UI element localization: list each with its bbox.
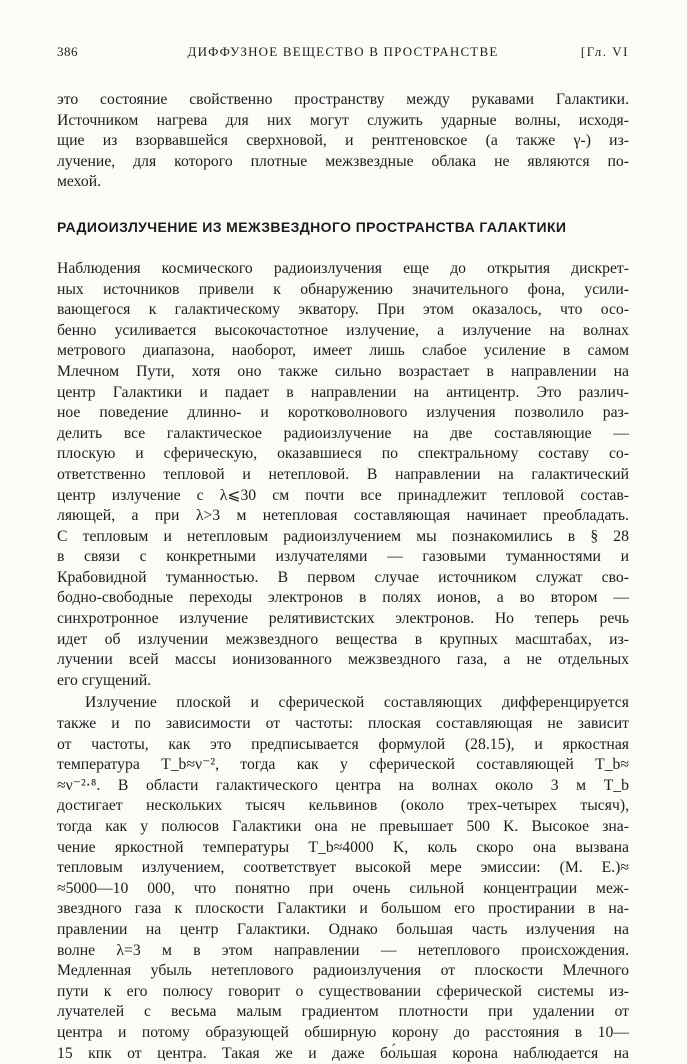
text-line: ляющей, а при λ>3 м нетепловая составляющая начинает преобладать. [57, 507, 629, 525]
text-line: идет об излучении межзвездного вещества в крупных масштабах, из- [57, 630, 629, 648]
text-line: это состояние свойственно пространству между рукавами Галактики. [57, 91, 629, 108]
text-line: плоскую и сферическую, оказавшиеся по спектральному составу со- [57, 445, 629, 463]
text-line: тогда как у полюсов Галактики она не превышает 500 K. Высокое зна- [57, 818, 629, 835]
text-line: Наблюдения космического радиоизлучения еще до открытия дискрет- [57, 259, 629, 277]
text-line: лучателей с весьма малым градиентом плотности при удалении от [57, 1003, 629, 1021]
body-text [57, 90, 629, 1064]
running-title: ДИФФУЗНОЕ ВЕЩЕСТВО В ПРОСТРАНСТВЕ [187, 44, 499, 59]
text-line: 15 кпк от центра. Такая же и даже бо́льшая корона наблюдается на [57, 1044, 629, 1062]
text-line: звездного газа к плоскости Галактики и большом его простирании в на- [57, 900, 629, 918]
text-line: мехой. [57, 173, 102, 191]
text-line: щие из взорвавшейся сверхновой, и рентгеновское (а также γ-) из- [57, 132, 629, 150]
text-line: также и по зависимости от частоты: плоская составляющая не зависит [57, 715, 629, 733]
book-page [57, 44, 629, 1064]
text-line: синхротронное излучение релятивистских электронов. Но теперь речь [57, 610, 629, 628]
text-line: ≈5000—10 000, что понятно при очень сильной концентрации меж- [57, 879, 629, 897]
text-line: лучение, для которого плотные межзвездные облака не являются по- [57, 152, 629, 170]
running-header [57, 44, 629, 66]
text-line: центр Галактики и падает в направлении на антицентр. Это различ- [57, 383, 629, 401]
text-line: ных источников привели к обнаружению значительного фона, усили- [57, 280, 629, 298]
text-line: Медленная убыль нетеплового радиоизлучения от плоскости Млечного [57, 962, 629, 980]
text-line: ное поведение длинно- и коротковолнового излучения позволило раз- [57, 404, 629, 422]
paragraph-components [57, 693, 629, 1064]
page-number: 386 [57, 44, 78, 59]
text-line: Излучение плоской и сферической составляющих дифференцируется [85, 694, 629, 712]
text-line: в связи с конкретными излучателями — газовыми туманностями и [57, 548, 629, 566]
text-line: достигает нескольких тысяч кельвинов (около трех-четырех тысяч), [57, 797, 629, 815]
text-line: волне λ=3 м в этом направлении — нетеплового происхождения. [57, 941, 629, 959]
text-line: Источником нагрева для них могут служить ударные волны, исходя- [57, 111, 629, 129]
text-line: бодно-свободные переходы электронов в полях ионов, а во втором — [57, 589, 629, 607]
paragraph-radio-background [57, 259, 629, 691]
text-line: температура T_b≈ν⁻², тогда как у сферической составляющей T_b≈ [57, 756, 629, 774]
text-line: от частоты, как это предписывается формулой (28.15), и яркостная [57, 735, 629, 753]
intro-paragraph [57, 90, 629, 193]
text-line: чение яркостной температуры T_b≈4000 K, коль скоро она вызвана [57, 838, 629, 856]
text-line: делить все галактическое радиоизлучение на две составляющие — [57, 424, 629, 442]
text-line: центра и потому образующей обширную корону до расстояния в 10— [57, 1023, 629, 1041]
text-line: бенно усиливается высокочастотное излучение, а излучение на волнах [57, 321, 629, 339]
text-line: вающегося к галактическому экватору. При этом оказалось, что осо- [57, 301, 629, 319]
text-line: Млечном Пути, хотя оно также сильно возрастает в направлении на [57, 362, 629, 380]
text-line: метрового диапазона, наоборот, имеет лишь слабое усиление в самом [57, 342, 629, 360]
section-heading: РАДИОИЗЛУЧЕНИЕ ИЗ МЕЖЗВЕЗДНОГО ПРОСТРАНСТВА ГАЛАКТИКИ [57, 218, 567, 235]
text-line: его сгущений. [57, 671, 152, 689]
text-line: ответственно тепловой и нетепловой. В направлении на галактический [57, 465, 629, 483]
text-line: ≈ν⁻²·⁸. В области галактического центра на волнах около 3 м T_b [57, 776, 629, 794]
text-line: С тепловым и нетепловым радиоизлучением мы познакомились в § 28 [57, 527, 629, 545]
text-line: пути к его полюсу говорит о существовании сферической системы из- [57, 982, 629, 1000]
text-line: тепловым излучением, соответствует высокой мере эмиссии: (M. E.)≈ [57, 859, 629, 877]
text-line: Крабовидной туманностью. В первом случае источником служат сво- [57, 568, 629, 586]
text-line: центр излучение с λ⩽30 см почти все принадлежит тепловой состав- [57, 486, 629, 504]
text-line: лучении всей массы ионизованного межзвездного газа, а не отдельных [57, 651, 629, 669]
text-line: правлении на центр Галактики. Однако большая часть излучения на [57, 920, 629, 938]
chapter-marker: [Гл. VI [580, 44, 629, 59]
